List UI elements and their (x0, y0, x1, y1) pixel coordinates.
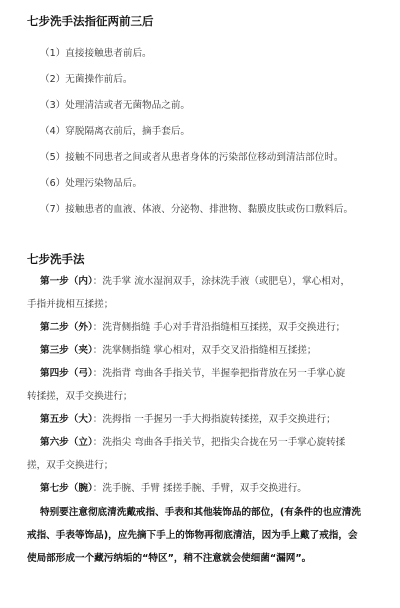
step-paragraph-4 (27, 362, 382, 408)
step-label: 第五步（大） (40, 414, 93, 425)
step-label: 第一步（内） (40, 276, 93, 287)
step-paragraph-3 (27, 339, 382, 362)
indication-item: （2）无菌操作前后。 (40, 74, 133, 85)
note-line: 特别要注意彻底清洗戴戒指、手表和其他装饰品的部位，(有条件的也应清洗 (40, 507, 361, 518)
step-text: ：洗手腕、手臂 揉搓手腕、手臂，双手交换进行。 (92, 483, 307, 494)
indication-item: （1）直接接触患者前后。 (40, 48, 152, 59)
indication-item: （3）处理清洁或者无菌物品之前。 (40, 100, 191, 111)
indication-item: （4）穿脱隔离衣前后，摘手套后。 (40, 126, 191, 137)
step-text-continued: 手指并拢相互揉搓； (27, 299, 114, 310)
step-text: ：洗背侧指缝 手心对手背沿指缝相互揉搓，双手交换进行； (92, 322, 346, 333)
step-text: ：洗掌侧指缝 掌心相对，双手交叉沿指缝相互揉搓； (92, 345, 317, 356)
indication-item: （6）处理污染物品后。 (40, 178, 143, 189)
special-note (27, 501, 387, 570)
section-title-seven-steps: 七步洗手法 (27, 252, 85, 266)
indication-item: （7）接触患者的血液、体液、分泌物、排泄物、黏膜皮肤或伤口敷料后。 (40, 204, 354, 215)
step-paragraph-5 (27, 408, 382, 431)
step-label: 第四步（弓） (40, 368, 93, 379)
step-text: ：洗指背 弯曲各手指关节，半握拳把指背放在另一手掌心旋 (92, 368, 346, 379)
step-label: 第七步（腕） (40, 483, 93, 494)
step-text: ：洗指尖 弯曲各手指关节，把指尖合拢在另一手掌心旋转揉 (92, 437, 346, 448)
step-text-continued: 转揉搓，双手交换进行； (27, 391, 133, 402)
step-text: ：洗手掌 流水湿润双手，涂抹洗手液（或肥皂），掌心相对， (92, 276, 351, 287)
section-title-indications: 七步洗手法指征两前三后 (27, 14, 154, 28)
step-text: ：洗拇指 一手握另一手大拇指旋转揉搓，双手交换进行； (92, 414, 336, 425)
step-paragraph-7 (27, 477, 382, 500)
step-paragraph-6 (27, 431, 382, 477)
indication-item: （5）接触不同患者之间或者从患者身体的污染部位移动到清洁部位时。 (40, 152, 344, 163)
note-line: 戒指、手表等饰品)，应先摘下手上的饰物再彻底清洁，因为手上戴了戒指，会 (27, 530, 358, 541)
step-text-continued: 搓，双手交换进行； (27, 460, 114, 471)
step-label: 第二步（外） (40, 322, 93, 333)
step-paragraph-1 (27, 270, 382, 316)
note-line: 使局部形成一个藏污纳垢的“特区”，稍不注意就会使细菌“漏网”。 (27, 553, 312, 564)
step-paragraph-2 (27, 316, 382, 339)
step-label: 第三步（夹） (40, 345, 93, 356)
step-label: 第六步（立） (40, 437, 93, 448)
